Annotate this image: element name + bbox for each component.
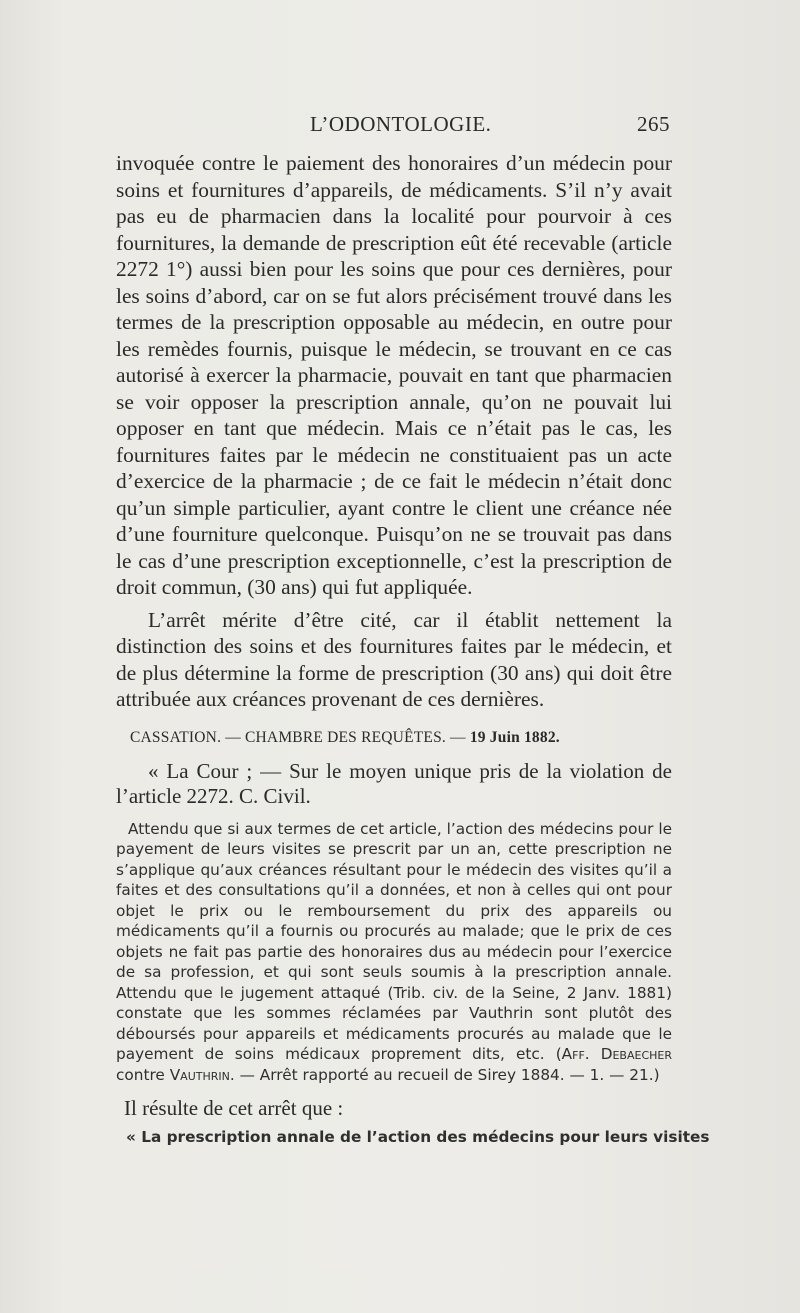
last-line: « La prescription annale de l’action des médecins pour leurs visites: [126, 1128, 710, 1146]
citation-contre: contre: [116, 1065, 165, 1084]
citation-aff: (Aff. Debaecher: [555, 1045, 673, 1063]
citation-tail: — Arrêt rapporté au recueil de Sirey 1884. — 1. — 21.): [239, 1065, 660, 1084]
citation-vauthrin: Vauthrin.: [169, 1065, 235, 1084]
second-paragraph: L’arrêt mérite d’être cité, car il établit nettement la distinction des soins et des fournitures faites par le médecin, et de plus détermine la forme de prescription (30 ans) qui doit être attribuée aux créances provenant de ces dernières.: [116, 607, 672, 711]
court-heading-label: CASSATION. — CHAMBRE DES REQUÊTES. —: [130, 728, 466, 746]
running-title: L’ODONTOLOGIE.: [310, 112, 492, 136]
quote-body-text: Attendu que si aux termes de cet article, l’action des médecins pour le payement de leurs visites se prescrit par un an, cette prescription ne s’applique qu’aux créances résultant pour le médecin des visites qu’il a faites et des consultations qu’il a données, et non à celles qui ont pour objet le prix ou le remboursement du prix des appareils ou médicaments qu’il a fournis ou procurés au malade; que le prix de ces objets ne fait pas partie des honoraires dus au médecin pour l’exercice de sa profession, et qui sont seuls soumis à la prescription annale. Attendu que le jugement attaqué (Trib. civ. de la Seine, 2 Janv. 1881) constate que les sommes réclamées par Vauthrin sont plutôt des déboursés pour appareils et médicaments procurés au malade que le payement de soins médicaux proprement dits, etc.: [116, 819, 672, 1063]
main-paragraph: invoquée contre le paiement des honoraires d’un médecin pour soins et fournitures d’appareils, de médicaments. S’il n’y avait pas eu de pharmacien dans la localité pour pourvoir à ces fournitures, la demande de prescription eût été recevable (article 2272 1°) aussi bien pour les soins que pour ces dernières, pour les soins d’abord, car on se fut alors précisément trouvé dans les termes de la prescription opposable au médecin, en outre pour les remèdes fournis, puisque le médecin, se trouvant en ce cas autorisé à exercer la pharmacie, pouvait en tant que pharmacien se voir opposer la prescription annale, qu’on ne pouvait lui opposer en tant que médecin. Mais ce n’était pas le cas, les fournitures faites par le médecin ne constituaient pas un acte d’exercice de la pharmacie ; de ce fait le médecin n’était donc qu’un simple particulier, ayant contre le client une créance née d’une fourniture quelconque. Puisqu’on ne se trouvait pas dans le cas d’une prescription exceptionnelle, c’est la prescription de droit commun, (30 ans) qui fut appliquée.: [116, 151, 672, 599]
court-heading: [130, 727, 672, 749]
page-body: [116, 150, 710, 1147]
result-line: Il résulte de cet arrêt que :: [124, 1096, 344, 1120]
page-header: [110, 112, 670, 142]
quote-body: [116, 819, 672, 1086]
quote-lead: « La Cour ; — Sur le moyen unique pris de la violation de l’article 2272. C. Civil.: [116, 758, 672, 808]
court-heading-date: 19 Juin 1882.: [469, 728, 560, 746]
page-number: 265: [637, 112, 670, 136]
